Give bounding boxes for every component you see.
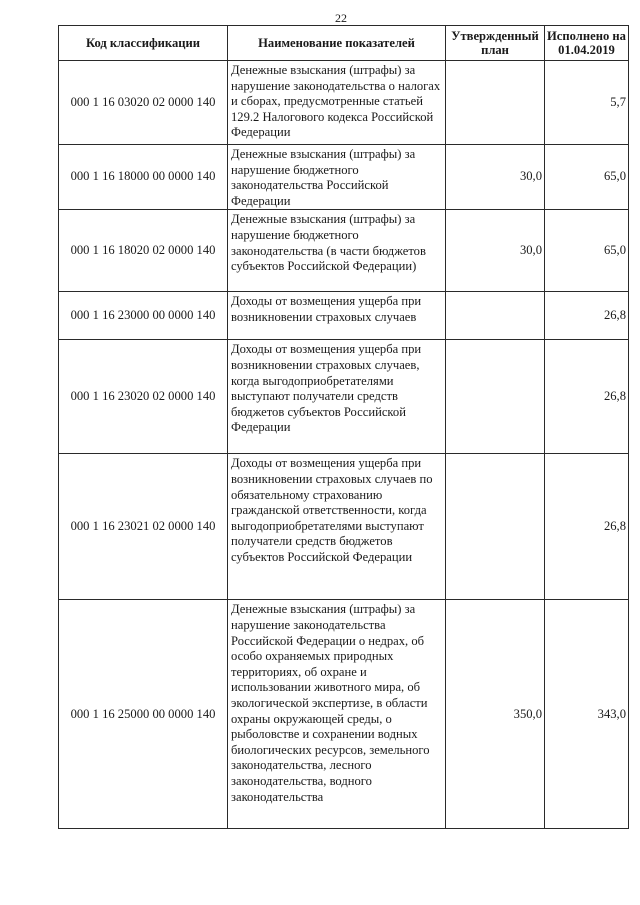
row-done: 343,0 [545, 600, 629, 829]
row-name: Денежные взыскания (штрафы) за нарушение законодательства Российской Федерации о недрах, об особо охраняемых природных территориях, об охране и использовании животного мира, об экологической экспертизе, в области охраны окружающей среды, о рыболовстве и сохранении водных биологических ресурсов, земельного законодательства, лесного законодательства, водного законодательства [228, 600, 446, 829]
page-number: 22 [335, 11, 347, 25]
row-plan [446, 292, 545, 340]
table-row [59, 340, 629, 454]
row-code: 000 1 16 03020 02 0000 140 [59, 61, 228, 145]
row-code: 000 1 16 18000 00 0000 140 [59, 145, 228, 210]
row-plan: 350,0 [446, 600, 545, 829]
header-plan: Утвержденный план [446, 26, 545, 61]
row-plan [446, 454, 545, 600]
table-row [59, 454, 629, 600]
row-code: 000 1 16 25000 00 0000 140 [59, 600, 228, 829]
row-done: 26,8 [545, 292, 629, 340]
table-row [59, 292, 629, 340]
row-code: 000 1 16 23021 02 0000 140 [59, 454, 228, 600]
page-edge [634, 0, 640, 905]
row-code: 000 1 16 23020 02 0000 140 [59, 340, 228, 454]
header-code: Код классификации [59, 26, 228, 61]
row-name: Денежные взыскания (штрафы) за нарушение законодательства о налогах и сборах, предусмотренные статьей 129.2 Налогового кодекса Российской Федерации [228, 61, 446, 145]
row-name: Денежные взыскания (штрафы) за нарушение бюджетного законодательства (в части бюджетов субъектов Российской Федерации) [228, 210, 446, 292]
row-name: Доходы от возмещения ущерба при возникновении страховых случаев [228, 292, 446, 340]
row-name: Доходы от возмещения ущерба при возникновении страховых случаев по обязательному страхованию гражданской ответственности, когда выгодоприобретателями выступают получатели средств бюджетов субъектов Российской Федерации [228, 454, 446, 600]
header-done: Исполнено на 01.04.2019 [545, 26, 629, 61]
row-code: 000 1 16 18020 02 0000 140 [59, 210, 228, 292]
table-row [59, 145, 629, 210]
row-name: Денежные взыскания (штрафы) за нарушение бюджетного законодательства Российской Федерации [228, 145, 446, 210]
row-plan: 30,0 [446, 210, 545, 292]
table-row [59, 61, 629, 145]
row-done: 26,8 [545, 454, 629, 600]
row-plan [446, 61, 545, 145]
table-header-row [59, 26, 629, 61]
row-done: 5,7 [545, 61, 629, 145]
row-code: 000 1 16 23000 00 0000 140 [59, 292, 228, 340]
table-row [59, 600, 629, 829]
row-name: Доходы от возмещения ущерба при возникновении страховых случаев, когда выгодоприобретателями выступают получатели средств бюджетов субъектов Российской Федерации [228, 340, 446, 454]
table-row [59, 210, 629, 292]
row-plan: 30,0 [446, 145, 545, 210]
budget-table [58, 25, 629, 829]
row-done: 65,0 [545, 145, 629, 210]
row-done: 65,0 [545, 210, 629, 292]
row-plan [446, 340, 545, 454]
row-done: 26,8 [545, 340, 629, 454]
header-name: Наименование показателей [228, 26, 446, 61]
